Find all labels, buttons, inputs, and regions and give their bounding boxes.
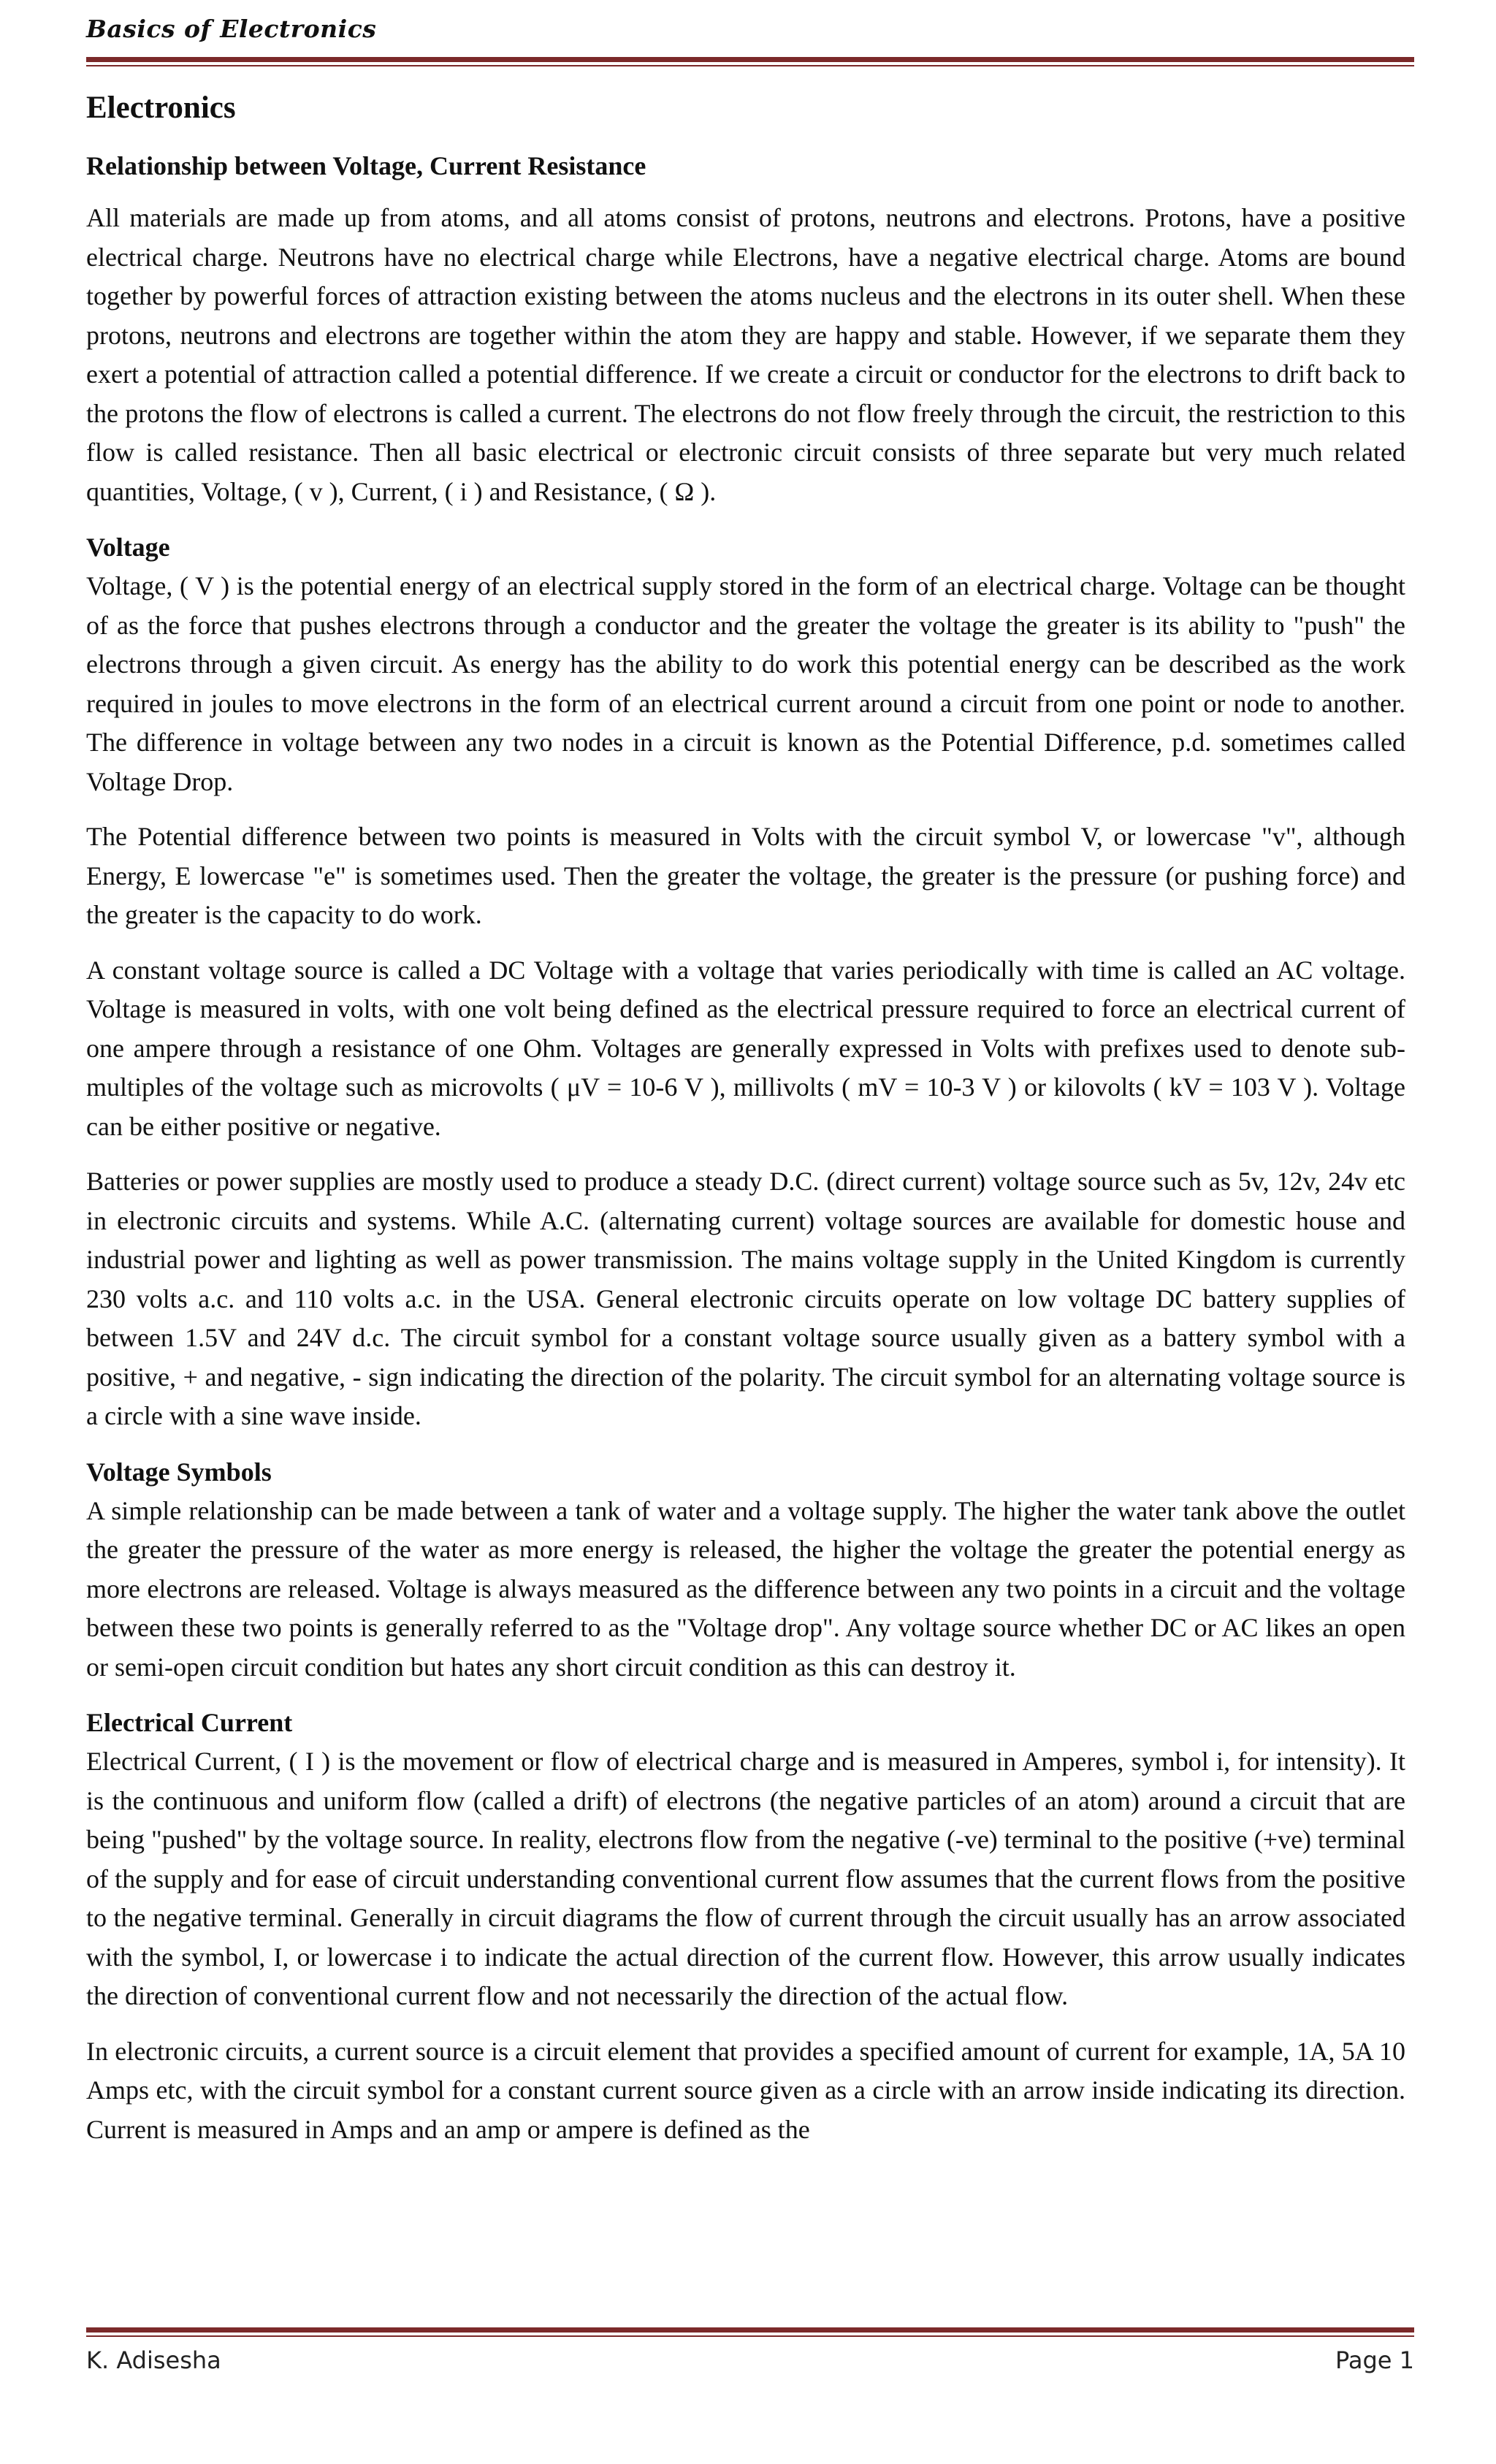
footer-author: K. Adisesha xyxy=(86,2346,221,2374)
footer-rule-thick xyxy=(86,2327,1414,2333)
section-voltage xyxy=(86,527,1405,1436)
section-heading: Relationship between Voltage, Current Resistance xyxy=(86,151,646,180)
section-heading: Voltage Symbols xyxy=(86,1457,272,1487)
paragraph: A simple relationship can be made between a tank of water and a voltage supply. The higher the water tank above the outlet the greater the pressure of the water as more energy is released, the higher the voltage the greater the potential energy as more electrons are released. Voltage is always measured as the difference between any two points in a circuit and the voltage between these two points is generally referred to as the "Voltage drop". Any voltage source whether DC or AC likes an open or semi-open circuit condition but hates any short circuit condition as this can destroy it. xyxy=(86,1495,1405,1682)
paragraph: All materials are made up from atoms, and all atoms consist of protons, neutrons and electrons. Protons, have a positive electrical charge. Neutrons have no electrical charge while Electrons, have a negative electrical charge. Atoms are bound together by powerful forces of attraction existing between the atoms nucleus and the electrons in its outer shell. When these protons, neutrons and electrons are together within the atom they are happy and stable. However, if we separate them they exert a potential of attraction called a potential difference. If we create a circuit or conductor for the electrons to drift back to the protons the flow of electrons is called a current. The electrons do not flow freely through the circuit, the restriction to this flow is called resistance. Then all basic electrical or electronic circuit consists of three separate but very much related quantities, Voltage, ( v ), Current, ( i ) and Resistance, ( Ω ). xyxy=(86,203,1405,506)
paragraph: Electrical Current, ( I ) is the movement or flow of electrical charge and is measured in Amperes, symbol i, for intensity). It is the continuous and uniform flow (called a drift) of electrons (the negative particles of an atom) around a circuit that are being "pushed" by the voltage source. In reality, electrons flow from the negative (-ve) terminal to the positive (+ve) terminal of the supply and for ease of circuit understanding conventional current flow assumes that the current flows from the positive to the negative terminal. Generally in circuit diagrams the flow of current through the circuit usually has an arrow associated with the symbol, I, or lowercase i to indicate the actual direction of the current flow. However, this arrow usually indicates the direction of conventional current flow and not necessarily the direction of the actual flow. xyxy=(86,1747,1405,2010)
document-title: Electronics xyxy=(86,91,236,125)
section-heading: Electrical Current xyxy=(86,1708,293,1737)
paragraph: A constant voltage source is called a DC Voltage with a voltage that varies periodically with time is called an AC voltage. Voltage is measured in volts, with one volt being defined as the electrical pressure required to force an electrical current of one ampere through a resistance of one Ohm. Voltages are generally expressed in Volts with prefixes used to denote sub-multiples of the voltage such as microvolts ( μV = 10-6 V ), millivolts ( mV = 10-3 V ) or kilovolts ( kV = 103 V ). Voltage can be either positive or negative. xyxy=(86,955,1405,1141)
header-rule-thick xyxy=(86,57,1414,62)
section-heading: Voltage xyxy=(86,533,170,562)
paragraph: Voltage, ( V ) is the potential energy of an electrical supply stored in the form of an electrical charge. Voltage can be thought of as the force that pushes electrons through a conductor and the greater the voltage the greater is its ability to "push" the electrons through a given circuit. As energy has the ability to do work this potential energy can be described as the work required in joules to move electrons in the form of an electrical current around a circuit from one point or node to another. The difference in voltage between any two nodes in a circuit is known as the Potential Difference, p.d. sometimes called Voltage Drop. xyxy=(86,571,1405,796)
document-body xyxy=(86,86,1405,2165)
footer-rule-thin xyxy=(86,2335,1414,2337)
section-relationship xyxy=(86,146,1405,511)
header-rule-thin xyxy=(86,65,1414,66)
paragraph: In electronic circuits, a current source is a circuit element that provides a specified amount of current for example, 1A, 5A 10 Amps etc, with the circuit symbol for a constant current source given as a circle with an arrow inside indicating its direction. Current is measured in Amps and an amp or ampere is defined as the xyxy=(86,2036,1405,2144)
footer-page-number: Page 1 xyxy=(1335,2346,1414,2374)
section-electrical-current xyxy=(86,1703,1405,2149)
section-voltage-symbols xyxy=(86,1452,1405,1687)
paragraph: The Potential difference between two points is measured in Volts with the circuit symbol V, or lowercase "v", although Energy, E lowercase "e" is sometimes used. Then the greater the voltage, the greater is the pressure (or pushing force) and the greater is the capacity to do work. xyxy=(86,822,1405,929)
paragraph: Batteries or power supplies are mostly used to produce a steady D.C. (direct current) voltage source such as 5v, 12v, 24v etc in electronic circuits and systems. While A.C. (alternating current) voltage sources are available for domestic house and industrial power and lighting as well as power transmission. The mains voltage supply in the United Kingdom is currently 230 volts a.c. and 110 volts a.c. in the USA. General electronic circuits operate on low voltage DC battery supplies of between 1.5V and 24V d.c. The circuit symbol for a constant voltage source usually given as a battery symbol with a positive, + and negative, - sign indicating the direction of the polarity. The circuit symbol for an alternating voltage source is a circle with a sine wave inside. xyxy=(86,1167,1405,1430)
running-header-title: Basics of Electronics xyxy=(86,15,377,43)
